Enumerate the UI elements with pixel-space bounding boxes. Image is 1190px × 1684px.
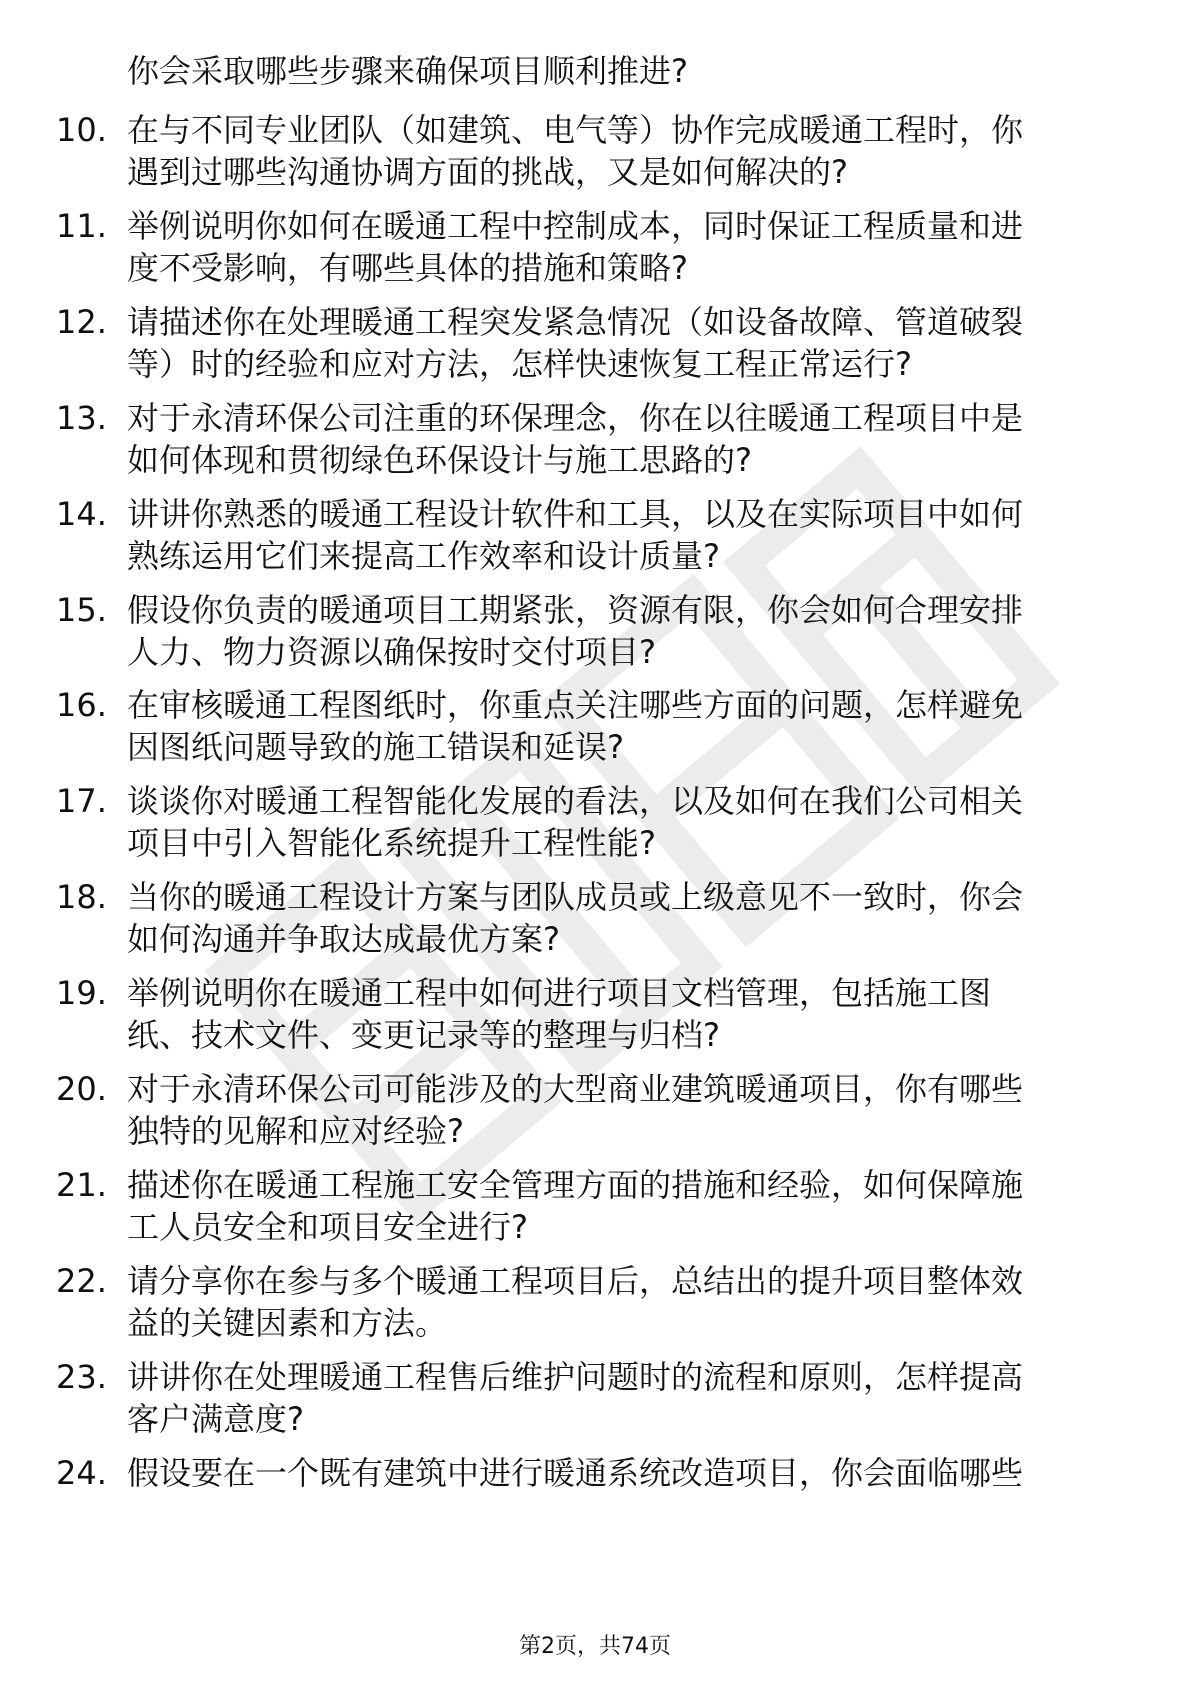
question-text-line1: 对于永清环保公司可能涉及的大型商业建筑暖通项目，你有哪些 [127,1070,1024,1108]
question-text-line1: 假设要在一个既有建筑中进行暖通系统改造项目，你会面临哪些 [127,1453,1024,1492]
question-item [0,1452,1190,1536]
question-text-line2: 遇到过哪些沟通协调方面的挑战，又是如何解决的? [127,153,848,191]
continuation-line: 你会采取哪些步骤来确保项目顺利推进? [127,52,688,90]
question-number: 10. [56,111,107,149]
question-text-line2: 度不受影响，有哪些具体的措施和策略? [127,248,688,287]
question-number: 24. [56,1453,107,1492]
page-footer: 第2页，共74页 [519,1634,671,1659]
question-text-line1: 请描述你在处理暖通工程突发紧急情况（如设备故障、管道破裂 [127,302,1024,341]
question-text-line2: 项目中引入智能化系统提升工程性能? [127,824,656,863]
question-item [0,1068,1190,1152]
question-item [0,1164,1190,1248]
question-item [0,972,1190,1056]
question-item [0,589,1190,673]
question-text-line1: 请分享你在参与多个暖通工程项目后，总结出的提升项目整体效 [127,1261,1024,1300]
question-text-line2: 因图纸问题导致的施工错误和延误? [127,728,624,767]
question-text-line2: 熟练运用它们来提高工作效率和设计质量? [127,536,720,575]
question-text-line1: 举例说明你在暖通工程中如何进行项目文档管理，包括施工图 [127,974,992,1013]
question-number: 22. [56,1261,107,1300]
question-number: 14. [56,494,107,533]
question-item [0,205,1190,289]
question-number: 20. [56,1070,107,1108]
question-text-line2: 独特的见解和应对经验? [127,1112,464,1150]
question-item [0,301,1190,385]
question-item [0,397,1190,481]
question-number: 21. [56,1165,107,1204]
question-number: 13. [56,398,107,437]
question-number: 19. [56,974,107,1013]
question-item [0,780,1190,864]
question-text-line2: 纸、技术文件、变更记录等的整理与归档? [127,1016,720,1055]
question-text-line1: 讲讲你在处理暖通工程售后维护问题时的流程和原则，怎样提高 [127,1357,1024,1396]
question-text-line2: 如何沟通并争取达成最优方案? [127,920,560,959]
question-item [0,684,1190,768]
question-item [0,493,1190,577]
question-text-line1: 假设你负责的暖通项目工期紧张，资源有限，你会如何合理安排 [127,590,1024,629]
question-text-line2: 如何体现和贯彻绿色环保设计与施工思路的? [127,440,752,479]
question-text-line1: 谈谈你对暖通工程智能化发展的看法，以及如何在我们公司相关 [127,782,1024,821]
question-number: 16. [56,686,107,725]
question-item [0,1356,1190,1440]
question-text-line1: 当你的暖通工程设计方案与团队成员或上级意见不一致时，你会 [127,878,1024,917]
question-text-line2: 等）时的经验和应对方法，怎样快速恢复工程正常运行? [127,344,912,383]
question-text-line2: 益的关键因素和方法。 [127,1303,448,1342]
question-text-line1: 对于永清环保公司注重的环保理念，你在以往暖通工程项目中是 [127,398,1024,437]
question-text-line2: 人力、物力资源以确保按时交付项目? [127,632,656,671]
question-number: 18. [56,878,107,917]
question-text-line2: 客户满意度? [127,1399,304,1438]
question-number: 23. [56,1357,107,1396]
question-text-line2: 工人员安全和项目安全进行? [127,1207,528,1246]
question-number: 17. [56,782,107,821]
question-item [0,876,1190,960]
question-text-line1: 在与不同专业团队（如建筑、电气等）协作完成暖通工程时，你 [127,111,1024,149]
question-item [0,109,1190,193]
question-text-line1: 描述你在暖通工程施工安全管理方面的措施和经验，如何保障施 [127,1165,1024,1204]
question-text-line1: 举例说明你如何在暖通工程中控制成本，同时保证工程质量和进 [127,206,1024,245]
question-item [0,1260,1190,1344]
question-number: 11. [56,206,107,245]
question-text-line1: 在审核暖通工程图纸时，你重点关注哪些方面的问题，怎样避免 [127,686,1024,725]
question-number: 12. [56,302,107,341]
question-number: 15. [56,590,107,629]
question-text-line1: 讲讲你熟悉的暖通工程设计软件和工具，以及在实际项目中如何 [127,494,1024,533]
